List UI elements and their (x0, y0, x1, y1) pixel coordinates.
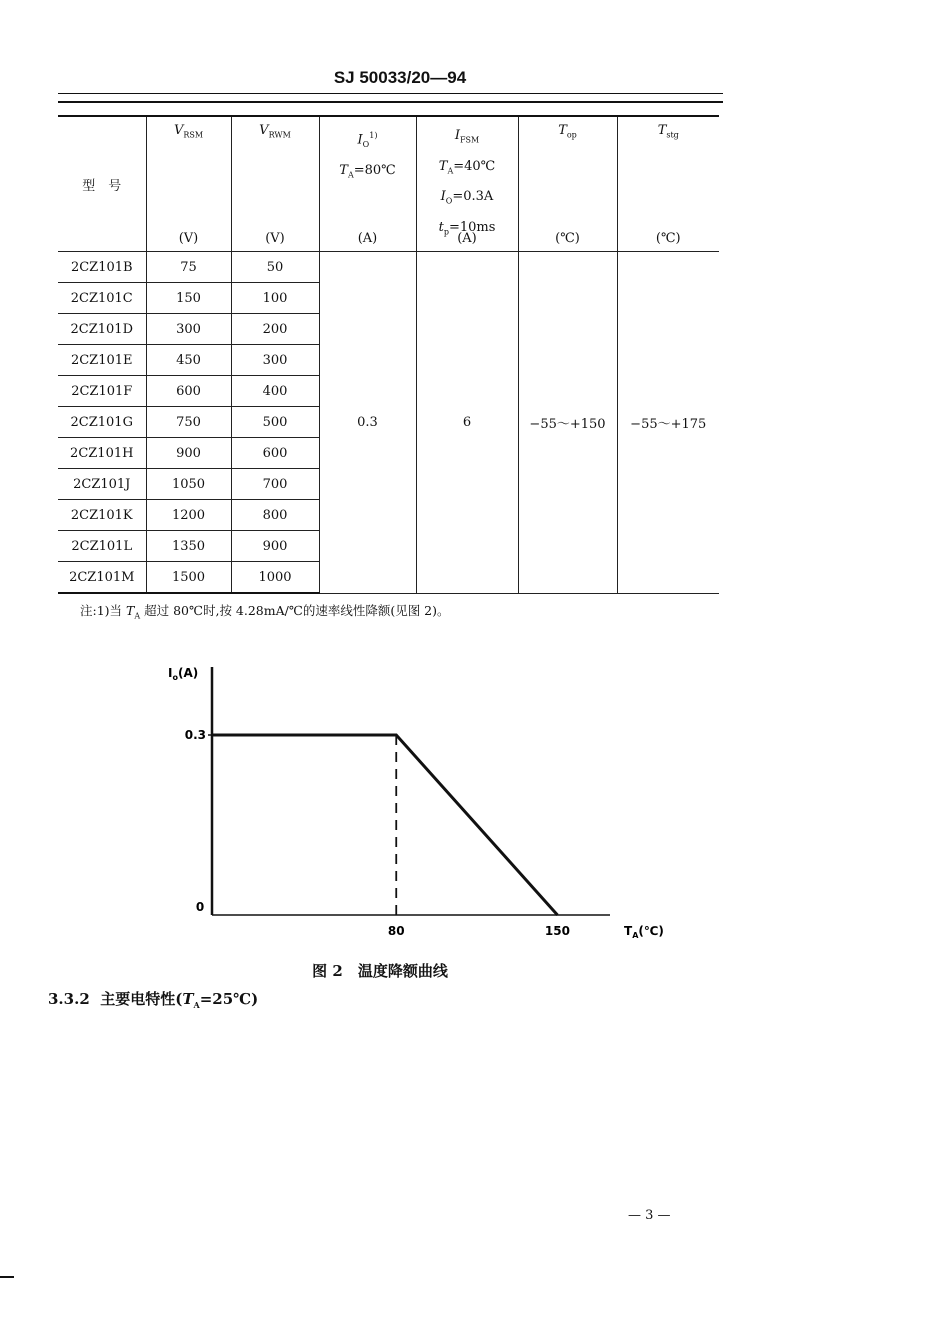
x-tick-label: 150 (544, 924, 570, 938)
ratings-table (58, 115, 719, 594)
cell-tstg-merged: −55～+175 (617, 252, 719, 594)
header-model: 型 号 (58, 116, 146, 252)
margin-mark (0, 1276, 14, 1278)
unit-label: (A) (457, 231, 477, 246)
header-rule (58, 93, 723, 94)
cell-vrsm: 450 (146, 345, 231, 376)
header-top: $T_{op}$ (℃) (518, 116, 617, 252)
header-tstg: $T_{stg}$ (℃) (617, 116, 719, 252)
document-header: SJ 50033/20—94 (333, 68, 467, 87)
cell-vrsm: 600 (146, 376, 231, 407)
cell-vrwm: 1000 (231, 562, 319, 594)
table-footnote: 注:1)当 $T_A$ 超过 80℃时,按 4.28mA/℃的速率线性降额(见图 2)。 (80, 603, 450, 621)
x-tick-label: 0 (195, 900, 205, 914)
cell-model: 2CZ101D (58, 314, 146, 345)
cell-vrwm: 800 (231, 500, 319, 531)
header-vrsm: $V_{RSM}$ (V) (146, 116, 231, 252)
cell-vrsm: 150 (146, 283, 231, 314)
cell-vrwm: 400 (231, 376, 319, 407)
cell-model: 2CZ101M (58, 562, 146, 594)
header-ifsm: $I_{FSM}$ $T_A=40℃$ $I_O=0.3A$ $t_p=10ms$ (A) (416, 116, 518, 252)
unit-label: (V) (178, 231, 199, 246)
cell-vrsm: 1350 (146, 531, 231, 562)
cell-vrsm: 1200 (146, 500, 231, 531)
cell-vrwm: 600 (231, 438, 319, 469)
series-line-derating (212, 735, 557, 915)
figure-caption: 图 2 温度降额曲线 (312, 962, 448, 980)
cell-vrsm: 1500 (146, 562, 231, 594)
cell-model: 2CZ101B (58, 252, 146, 283)
cell-vrwm: 700 (231, 469, 319, 500)
unit-label: (V) (265, 231, 285, 246)
cell-model: 2CZ101J (58, 469, 146, 500)
cell-model: 2CZ101E (58, 345, 146, 376)
cell-vrsm: 750 (146, 407, 231, 438)
table-row (58, 252, 719, 283)
cell-vrsm: 75 (146, 252, 231, 283)
cell-vrsm: 900 (146, 438, 231, 469)
cell-vrwm: 100 (231, 283, 319, 314)
cell-vrsm: 300 (146, 314, 231, 345)
y-axis-label: $I_o(A)$ (168, 666, 199, 682)
cell-model: 2CZ101F (58, 376, 146, 407)
cell-vrwm: 500 (231, 407, 319, 438)
y-tick-label: 0.3 (184, 728, 206, 742)
cell-vrsm: 1050 (146, 469, 231, 500)
header-io: $I_O^{1)}$ $T_A=80℃$ (A) (319, 116, 416, 252)
cell-vrwm: 200 (231, 314, 319, 345)
table-header-row (58, 116, 719, 252)
cell-vrwm: 300 (231, 345, 319, 376)
cell-model: 2CZ101L (58, 531, 146, 562)
unit-label: (A) (357, 231, 378, 246)
cell-model: 2CZ101G (58, 407, 146, 438)
cell-vrwm: 50 (231, 252, 319, 283)
page-number: — 3 — (628, 1208, 671, 1223)
x-tick-label: 80 (387, 924, 405, 938)
cell-model: 2CZ101K (58, 500, 146, 531)
x-axis-label: $T_A(℃)$ (624, 924, 664, 940)
cell-model: 2CZ101H (58, 438, 146, 469)
cell-vrwm: 900 (231, 531, 319, 562)
header-vrwm: $V_{RWM}$ (V) (231, 116, 319, 252)
derating-chart (160, 655, 680, 945)
cell-io-merged: 0.3 (319, 252, 416, 594)
cell-model: 2CZ101C (58, 283, 146, 314)
unit-label: (℃) (555, 231, 580, 246)
unit-label: (℃) (655, 231, 681, 246)
section-heading: 3.3.2 主要电特性$(T_A=25℃)$ (48, 990, 259, 1010)
cell-ifsm-merged: 6 (416, 252, 518, 594)
cell-top-merged: −55～+150 (518, 252, 617, 594)
header-rule (58, 101, 723, 103)
